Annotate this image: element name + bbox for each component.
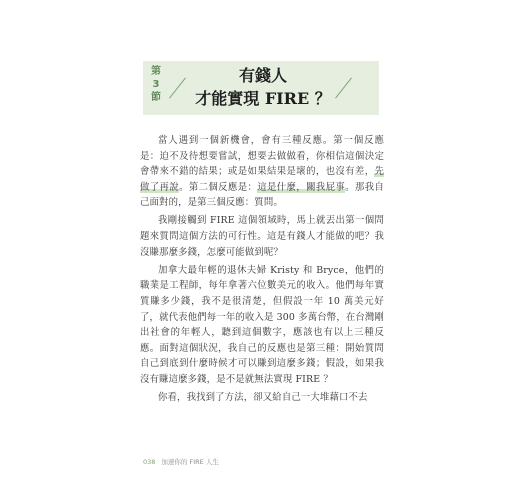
paragraph-2: 我剛接觸到 FIRE 這個領域時，馬上就丟出第一個問題來質問這個方法的可行性。這是有錢人才能做的吧？我沒賺那麼多錢，怎麼可能做到呢？ bbox=[140, 215, 384, 258]
paragraph-4: 你看，我找到了方法，卻又給自己一大堆藉口不去 bbox=[158, 392, 368, 403]
highlighted-phrase: 先做了再說 bbox=[140, 166, 384, 193]
body-text bbox=[140, 133, 384, 408]
divider-slash bbox=[169, 77, 186, 98]
title-line-1: 有錢人 bbox=[238, 66, 287, 85]
chapter-banner bbox=[143, 61, 379, 115]
paragraph-3: 加拿大最年輕的退休夫婦 Kristy 和 Bryce，他們的職業是工程師，每年拿著六位數美元的收入。他們每年實質賺多少錢，我不是很清楚，但假設一年 10 萬美元好了，就代表他們每一年的收入是 300 多萬台幣，在台灣剛出社會的年輕人，聽到這個數字，應該也有以上三種反應。面對這個狀況，我自己的反應也是第三種：開始質問自己到底到什麼時候才可以賺到這麼多錢；假設，如果我沒有賺這麼多錢，是不是就無法實現 FIRE ？ bbox=[140, 264, 384, 385]
page-footer bbox=[143, 457, 219, 466]
paragraph-1-start: 當人遇到一個新機會，會有三種反應。第一個反應是：迫不及待想要嘗試，想要去做做看，你相信這個決定會帶來不錯的結果；或是如果結果是壞的，也沒有差， bbox=[140, 135, 384, 178]
paragraph-1-middle: 。第二個反應是： bbox=[179, 181, 258, 193]
chapter-label-char: 節 bbox=[151, 92, 161, 103]
paragraph-1 bbox=[140, 133, 384, 211]
page-title bbox=[188, 64, 338, 110]
running-book-title: 加速你的 FIRE 人生 bbox=[161, 458, 219, 466]
chapter-label-char: 3 bbox=[152, 79, 160, 90]
title-line-2: 才能實現 FIRE ？ bbox=[195, 89, 331, 108]
highlighted-phrase: 這是什麼，關我屁事 bbox=[257, 181, 346, 193]
chapter-label bbox=[149, 65, 163, 104]
page-number: 038 bbox=[143, 458, 156, 466]
paragraph-1-end: 。那我自己面對的，是第三個反應：質問。 bbox=[140, 181, 384, 209]
chapter-label-char: 第 bbox=[151, 66, 161, 77]
